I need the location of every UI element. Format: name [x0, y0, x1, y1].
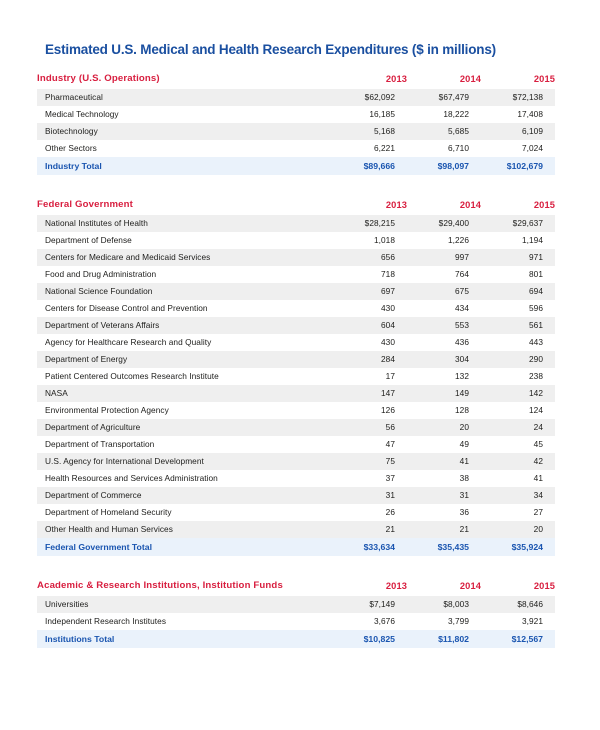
- row-value: 1,018: [333, 232, 407, 249]
- section-header-row: [37, 197, 555, 215]
- row-value: $29,400: [407, 215, 481, 232]
- row-value: 41: [481, 470, 555, 487]
- row-value: 31: [333, 487, 407, 504]
- row-value: 1,226: [407, 232, 481, 249]
- table-row: [37, 402, 555, 419]
- total-value: $33,634: [333, 538, 407, 556]
- row-value: 21: [333, 521, 407, 538]
- row-value: 596: [481, 300, 555, 317]
- row-value: 6,710: [407, 140, 481, 157]
- row-value: 7,024: [481, 140, 555, 157]
- row-label: Independent Research Institutes: [37, 613, 333, 630]
- section-table: [37, 197, 555, 556]
- column-header-year: 2014: [407, 578, 481, 596]
- row-value: 430: [333, 334, 407, 351]
- table-section: [37, 578, 555, 648]
- table-total-row: [37, 538, 555, 556]
- row-value: 6,221: [333, 140, 407, 157]
- row-label: Patient Centered Outcomes Research Institute: [37, 368, 333, 385]
- table-total-row: [37, 630, 555, 648]
- column-header-year: 2013: [333, 578, 407, 596]
- row-value: $62,092: [333, 89, 407, 106]
- row-label: National Science Foundation: [37, 283, 333, 300]
- row-label: Department of Homeland Security: [37, 504, 333, 521]
- row-value: 971: [481, 249, 555, 266]
- table-row: [37, 521, 555, 538]
- row-value: 34: [481, 487, 555, 504]
- row-label: Health Resources and Services Administration: [37, 470, 333, 487]
- row-label: Department of Agriculture: [37, 419, 333, 436]
- table-row: [37, 215, 555, 232]
- table-row: [37, 283, 555, 300]
- row-value: 26: [333, 504, 407, 521]
- row-value: 997: [407, 249, 481, 266]
- row-value: 290: [481, 351, 555, 368]
- row-value: 3,799: [407, 613, 481, 630]
- row-value: 17: [333, 368, 407, 385]
- row-value: 20: [481, 521, 555, 538]
- row-value: 27: [481, 504, 555, 521]
- row-value: 5,168: [333, 123, 407, 140]
- row-label: Centers for Disease Control and Prevention: [37, 300, 333, 317]
- row-value: 764: [407, 266, 481, 283]
- row-value: 430: [333, 300, 407, 317]
- row-label: Centers for Medicare and Medicaid Services: [37, 249, 333, 266]
- row-value: 561: [481, 317, 555, 334]
- table-row: [37, 613, 555, 630]
- row-value: 24: [481, 419, 555, 436]
- row-label: Biotechnology: [37, 123, 333, 140]
- table-row: [37, 300, 555, 317]
- section-table: [37, 71, 555, 175]
- expenditures-table: [37, 71, 555, 648]
- row-label: Agency for Healthcare Research and Quality: [37, 334, 333, 351]
- section-header-row: [37, 71, 555, 89]
- table-row: [37, 385, 555, 402]
- row-value: 147: [333, 385, 407, 402]
- table-row: [37, 368, 555, 385]
- row-value: 149: [407, 385, 481, 402]
- table-row: [37, 504, 555, 521]
- total-value: $35,435: [407, 538, 481, 556]
- total-value: $102,679: [481, 157, 555, 175]
- row-value: 21: [407, 521, 481, 538]
- table-section: [37, 71, 555, 175]
- row-label: Department of Transportation: [37, 436, 333, 453]
- row-value: 718: [333, 266, 407, 283]
- row-value: 41: [407, 453, 481, 470]
- row-value: 124: [481, 402, 555, 419]
- row-value: 434: [407, 300, 481, 317]
- table-row: [37, 123, 555, 140]
- section-title: Academic & Research Institutions, Institution Funds: [37, 578, 333, 596]
- row-value: 675: [407, 283, 481, 300]
- row-value: 5,685: [407, 123, 481, 140]
- row-value: 6,109: [481, 123, 555, 140]
- table-row: [37, 334, 555, 351]
- row-label: Medical Technology: [37, 106, 333, 123]
- table-row: [37, 106, 555, 123]
- row-value: 75: [333, 453, 407, 470]
- row-label: Other Sectors: [37, 140, 333, 157]
- row-value: 656: [333, 249, 407, 266]
- row-value: 18,222: [407, 106, 481, 123]
- column-header-year: 2015: [481, 578, 555, 596]
- row-label: Universities: [37, 596, 333, 613]
- table-row: [37, 317, 555, 334]
- row-value: 284: [333, 351, 407, 368]
- row-label: Food and Drug Administration: [37, 266, 333, 283]
- row-value: 304: [407, 351, 481, 368]
- row-value: $7,149: [333, 596, 407, 613]
- total-value: $11,802: [407, 630, 481, 648]
- row-value: 16,185: [333, 106, 407, 123]
- table-row: [37, 419, 555, 436]
- row-label: National Institutes of Health: [37, 215, 333, 232]
- section-title: Industry (U.S. Operations): [37, 71, 333, 89]
- row-label: U.S. Agency for International Development: [37, 453, 333, 470]
- row-value: $67,479: [407, 89, 481, 106]
- column-header-year: 2015: [481, 197, 555, 215]
- row-value: 142: [481, 385, 555, 402]
- section-table: [37, 578, 555, 648]
- total-value: $35,924: [481, 538, 555, 556]
- row-value: 42: [481, 453, 555, 470]
- table-total-row: [37, 157, 555, 175]
- row-value: 436: [407, 334, 481, 351]
- row-label: Environmental Protection Agency: [37, 402, 333, 419]
- row-value: 801: [481, 266, 555, 283]
- row-value: 694: [481, 283, 555, 300]
- row-value: 36: [407, 504, 481, 521]
- row-value: $29,637: [481, 215, 555, 232]
- row-value: 45: [481, 436, 555, 453]
- row-value: $8,003: [407, 596, 481, 613]
- row-value: 126: [333, 402, 407, 419]
- row-value: 20: [407, 419, 481, 436]
- row-value: $72,138: [481, 89, 555, 106]
- row-label: Other Health and Human Services: [37, 521, 333, 538]
- row-label: Department of Energy: [37, 351, 333, 368]
- row-value: $28,215: [333, 215, 407, 232]
- table-row: [37, 436, 555, 453]
- row-value: 37: [333, 470, 407, 487]
- row-value: 697: [333, 283, 407, 300]
- row-value: 38: [407, 470, 481, 487]
- table-row: [37, 487, 555, 504]
- total-value: $12,567: [481, 630, 555, 648]
- row-label: NASA: [37, 385, 333, 402]
- column-header-year: 2013: [333, 71, 407, 89]
- table-row: [37, 232, 555, 249]
- page-title: Estimated U.S. Medical and Health Research Expenditures ($ in millions): [45, 42, 496, 57]
- table-section: [37, 197, 555, 556]
- row-value: 49: [407, 436, 481, 453]
- row-label: Department of Defense: [37, 232, 333, 249]
- row-value: 553: [407, 317, 481, 334]
- column-header-year: 2014: [407, 71, 481, 89]
- row-label: Department of Veterans Affairs: [37, 317, 333, 334]
- row-value: 3,921: [481, 613, 555, 630]
- total-label: Industry Total: [37, 157, 333, 175]
- row-value: 47: [333, 436, 407, 453]
- total-value: $98,097: [407, 157, 481, 175]
- total-value: $10,825: [333, 630, 407, 648]
- row-value: 128: [407, 402, 481, 419]
- row-value: 31: [407, 487, 481, 504]
- section-header-row: [37, 578, 555, 596]
- row-value: 604: [333, 317, 407, 334]
- column-header-year: 2015: [481, 71, 555, 89]
- column-header-year: 2014: [407, 197, 481, 215]
- row-value: 443: [481, 334, 555, 351]
- row-value: 132: [407, 368, 481, 385]
- total-label: Federal Government Total: [37, 538, 333, 556]
- row-value: 1,194: [481, 232, 555, 249]
- table-row: [37, 470, 555, 487]
- row-label: Department of Commerce: [37, 487, 333, 504]
- table-row: [37, 351, 555, 368]
- row-label: Pharmaceutical: [37, 89, 333, 106]
- table-row: [37, 140, 555, 157]
- section-title: Federal Government: [37, 197, 333, 215]
- row-value: $8,646: [481, 596, 555, 613]
- table-row: [37, 89, 555, 106]
- column-header-year: 2013: [333, 197, 407, 215]
- row-value: 17,408: [481, 106, 555, 123]
- table-row: [37, 249, 555, 266]
- table-row: [37, 596, 555, 613]
- total-label: Institutions Total: [37, 630, 333, 648]
- row-value: 56: [333, 419, 407, 436]
- total-value: $89,666: [333, 157, 407, 175]
- table-row: [37, 266, 555, 283]
- row-value: 3,676: [333, 613, 407, 630]
- table-row: [37, 453, 555, 470]
- row-value: 238: [481, 368, 555, 385]
